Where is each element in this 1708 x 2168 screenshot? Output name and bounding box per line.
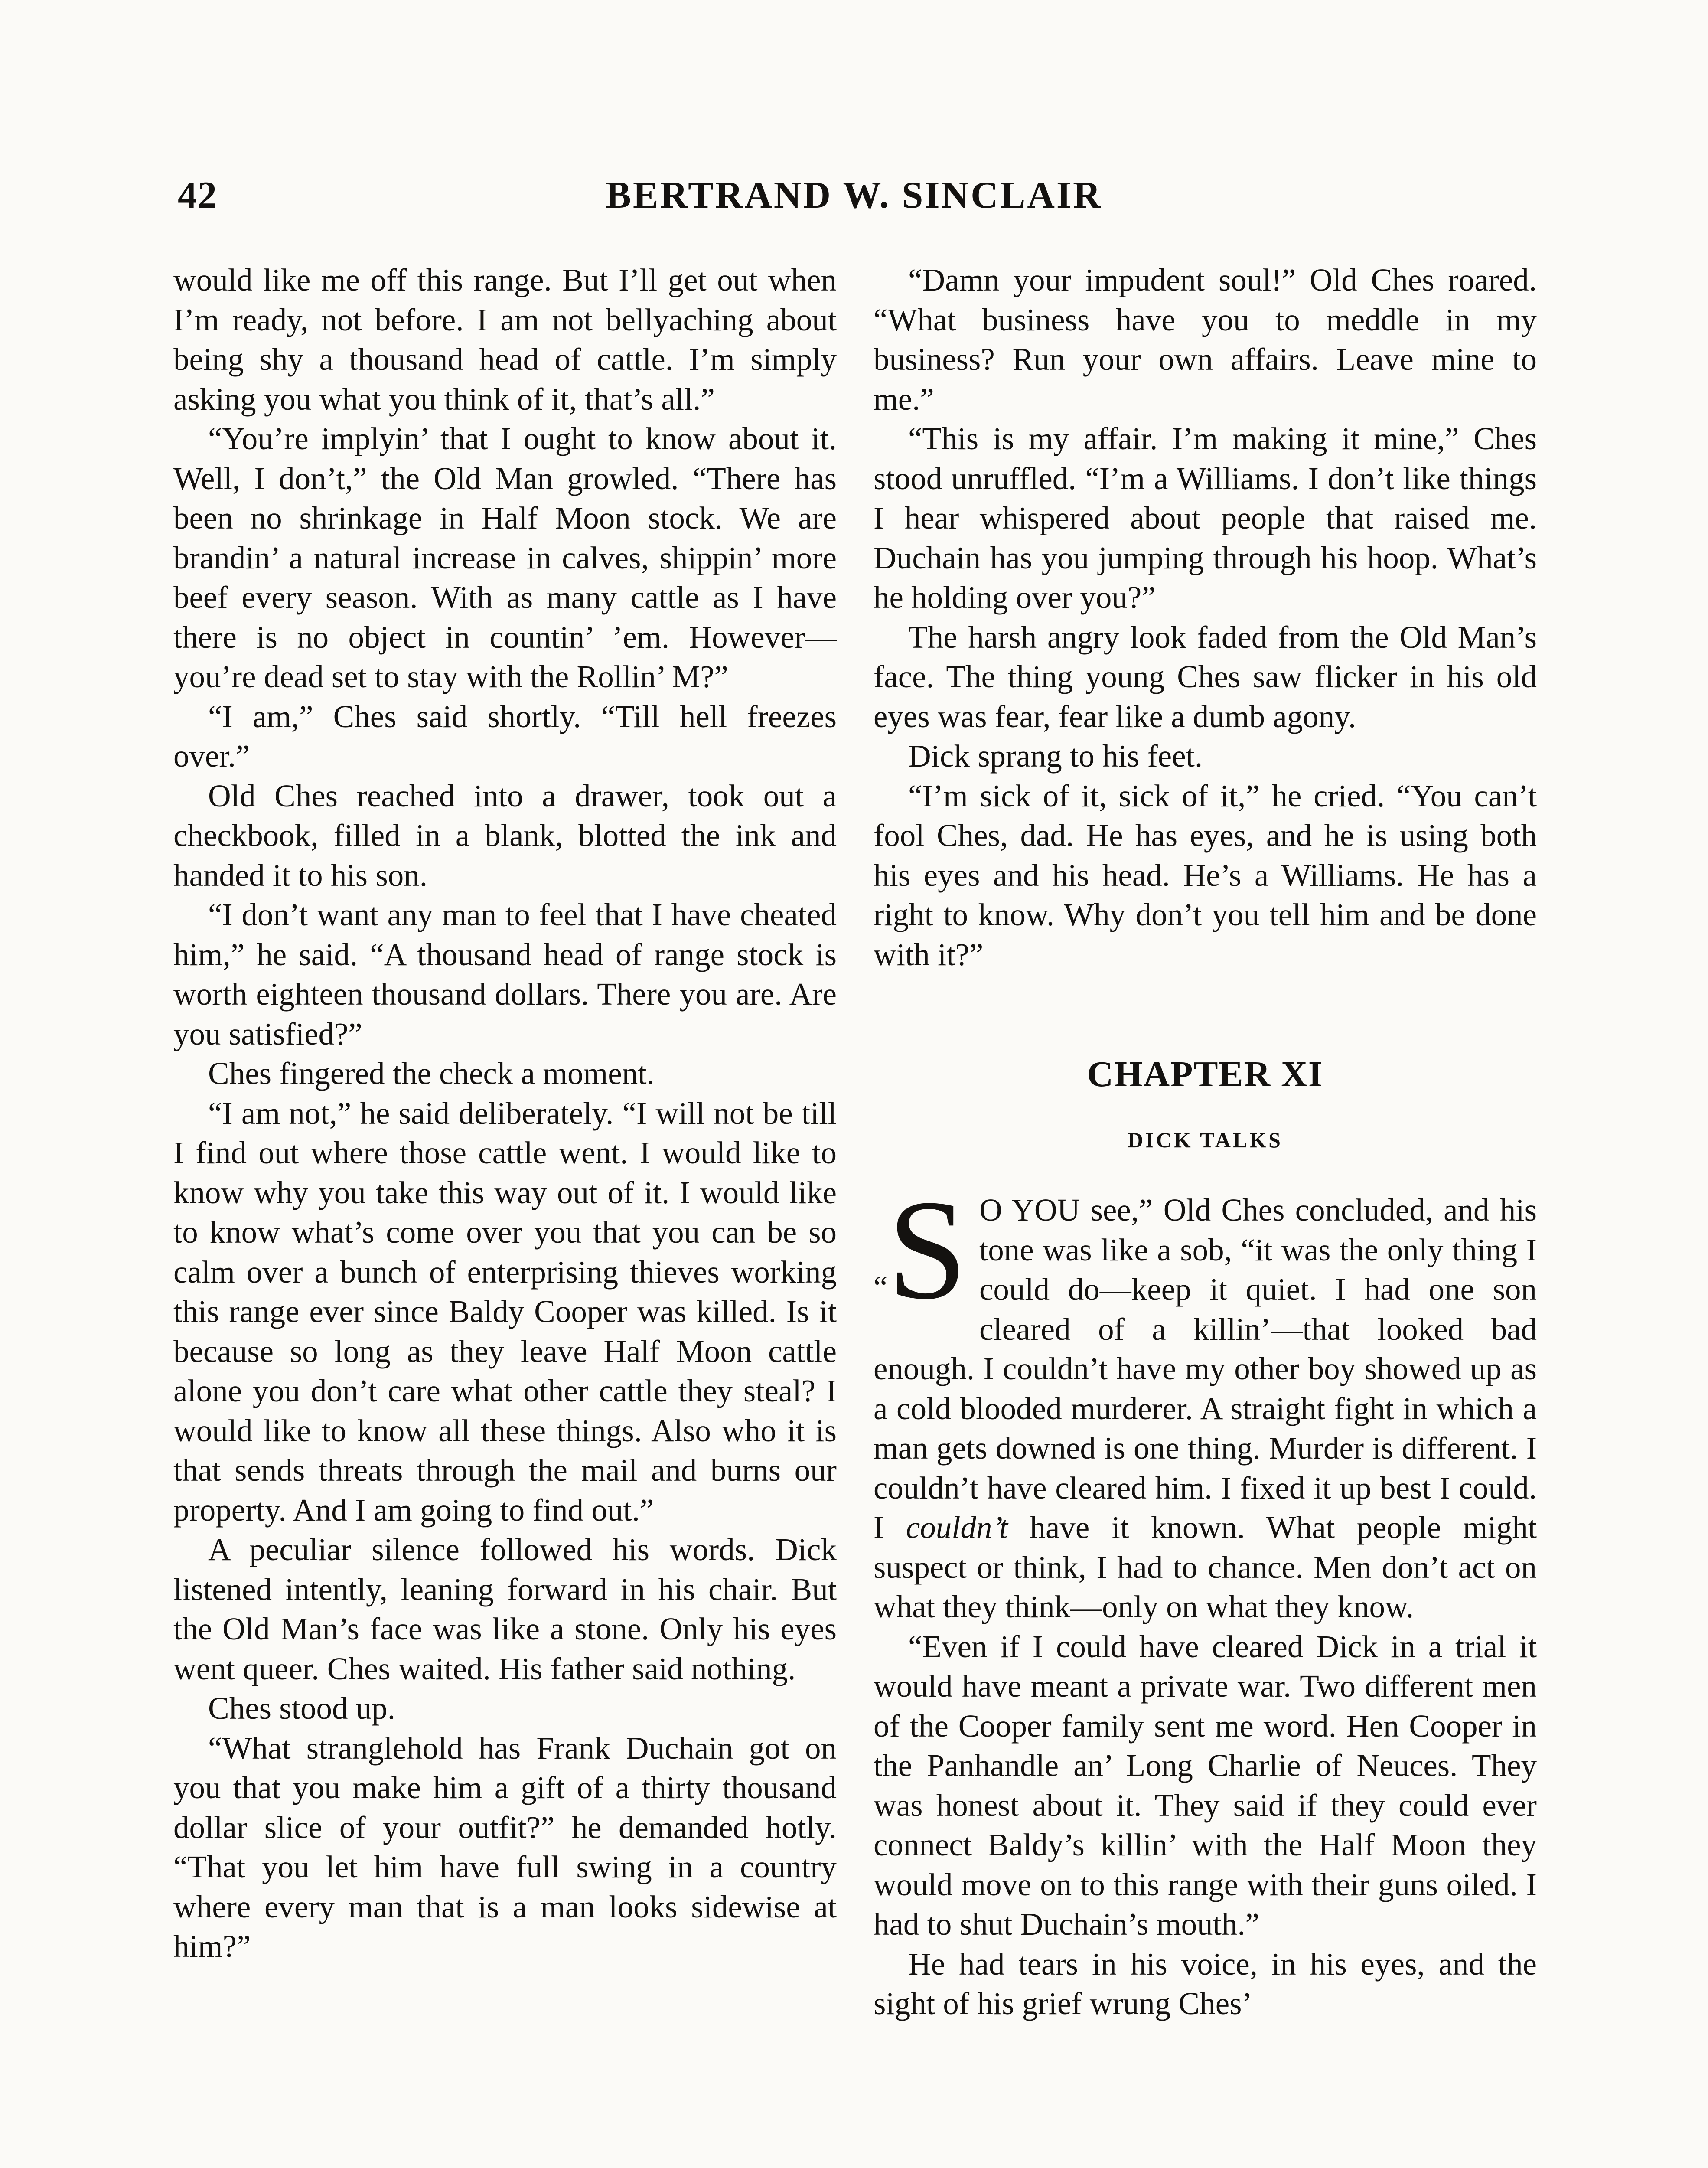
paragraph: The harsh angry look faded from the Old Man’s face. The thing young Ches saw flicker in his old eyes was fear, fear like a dumb agony. [874, 619, 1537, 734]
left-column [173, 260, 837, 1966]
paragraph: A peculiar silence followed his words. Dick listened intently, leaning forward in his chair. But the Old Man’s face was like a stone. Only his eyes went queer. Ches waited. His father said nothing. [173, 1532, 837, 1686]
drop-cap-letter: S [887, 1171, 967, 1329]
paragraph: “I am,” Ches said shortly. “Till hell freezes over.” [173, 699, 837, 774]
paragraph: He had tears in his voice, in his eyes, and the sight of his grief wrung Ches’ [874, 1946, 1537, 2021]
paragraph: Old Ches reached into a drawer, took out a checkbook, filled in a blank, blotted the ink and handed it to his son. [173, 778, 837, 893]
opening-text: O YOU see,” Old Ches concluded, and his tone was like a sob, “it was the only thing I could do—keep it quiet. I had one son cleared of a killin’—that looked bad enough. I couldn’t have my other boy showed up as a cold blooded murderer. A straight fight in which a man gets downed is one thing. Murder is different. I couldn’t have cleared him. I fixed it up best I could. I [874, 1192, 1537, 1545]
chapter-title: CHAPTER XI [1087, 1054, 1323, 1094]
emphasis-text: couldn’t [906, 1510, 1008, 1545]
paragraph: “Damn your impudent soul!” Old Ches roared. “What business have you to meddle in my business? Run your own affairs. Leave mine to me.” [874, 262, 1537, 417]
paragraph: Ches stood up. [208, 1691, 395, 1726]
drop-cap [874, 1171, 967, 1344]
opening-text-continued: have it known. What people might suspect or think, I had to chance. Men don’t act on what they think—only on what they know. [874, 1510, 1537, 1624]
page-number: 42 [178, 174, 218, 216]
paragraph: “What stranglehold has Frank Duchain got on you that you make him a gift of a thirty thousand dollar slice of your outfit?” he demanded hotly. “That you let him have full swing in a country where every man that is a man looks sidewise at him?” [173, 1730, 837, 1964]
paragraph: “I don’t want any man to feel that I have cheated him,” he said. “A thousand head of range stock is worth eighteen thousand dollars. There you are. Are you satisfied?” [173, 897, 837, 1051]
paragraph: “This is my affair. I’m making it mine,” Ches stood unruffled. “I’m a Williams. I don’t like things I hear whispered about people that raised me. Duchain has you jumping through his hoop. What’s he holding over you?” [874, 421, 1537, 615]
right-column [874, 260, 1537, 2024]
chapter-subtitle: DICK TALKS [1128, 1127, 1283, 1152]
paragraph: “I’m sick of it, sick of it,” he cried. “You can’t fool Ches, dad. He has eyes, and he is using both his eyes and his head. He’s a Williams. He has a right to know. Why don’t you tell him and be done with it?” [874, 778, 1537, 972]
paragraph: Dick sprang to his feet. [908, 738, 1203, 774]
chapter-opening-paragraph [874, 1171, 1537, 1627]
drop-cap-quote: “ [874, 1270, 888, 1305]
paragraph: Ches fingered the check a moment. [208, 1056, 655, 1091]
paragraph: would like me off this range. But I’ll get out when I’m ready, not before. I am not bellyaching about being shy a thousand head of cattle. I’m simply asking you what you think of it, that’s all.” [173, 262, 837, 417]
paragraph: “You’re implyin’ that I ought to know about it. Well, I don’t,” the Old Man growled. “There has been no shrinkage in Half Moon stock. We are brandin’ a natural increase in calves, shippin’ more beef every season. With as many cattle as I have there is no object in countin’ ’em. However—you’re dead set to stay with the Rollin’ M?” [173, 421, 837, 694]
paragraph: “Even if I could have cleared Dick in a trial it would have meant a private war. Two different men of the Cooper family sent me word. Hen Cooper in the Panhandle an’ Long Charlie of Neuces. They was honest about it. They said if they could ever connect Baldy’s killin’ with the Half Moon they would move on to this range with their guns oiled. I had to shut Duchain’s mouth.” [874, 1629, 1537, 1942]
running-head: BERTRAND W. SINCLAIR [606, 174, 1102, 216]
paragraph: “I am not,” he said deliberately. “I will not be till I find out where those cattle went. I would like to know why you take this way out of it. I would like to know what’s come over you that you can be so calm over a bunch of enterprising thieves working this range ever since Baldy Cooper was killed. Is it because so long as they leave Half Moon cattle alone you don’t care what other cattle they steal? I would like to know all these things. Also who it is that sends threats through the mail and burns our property. And I am going to find out.” [173, 1095, 837, 1528]
